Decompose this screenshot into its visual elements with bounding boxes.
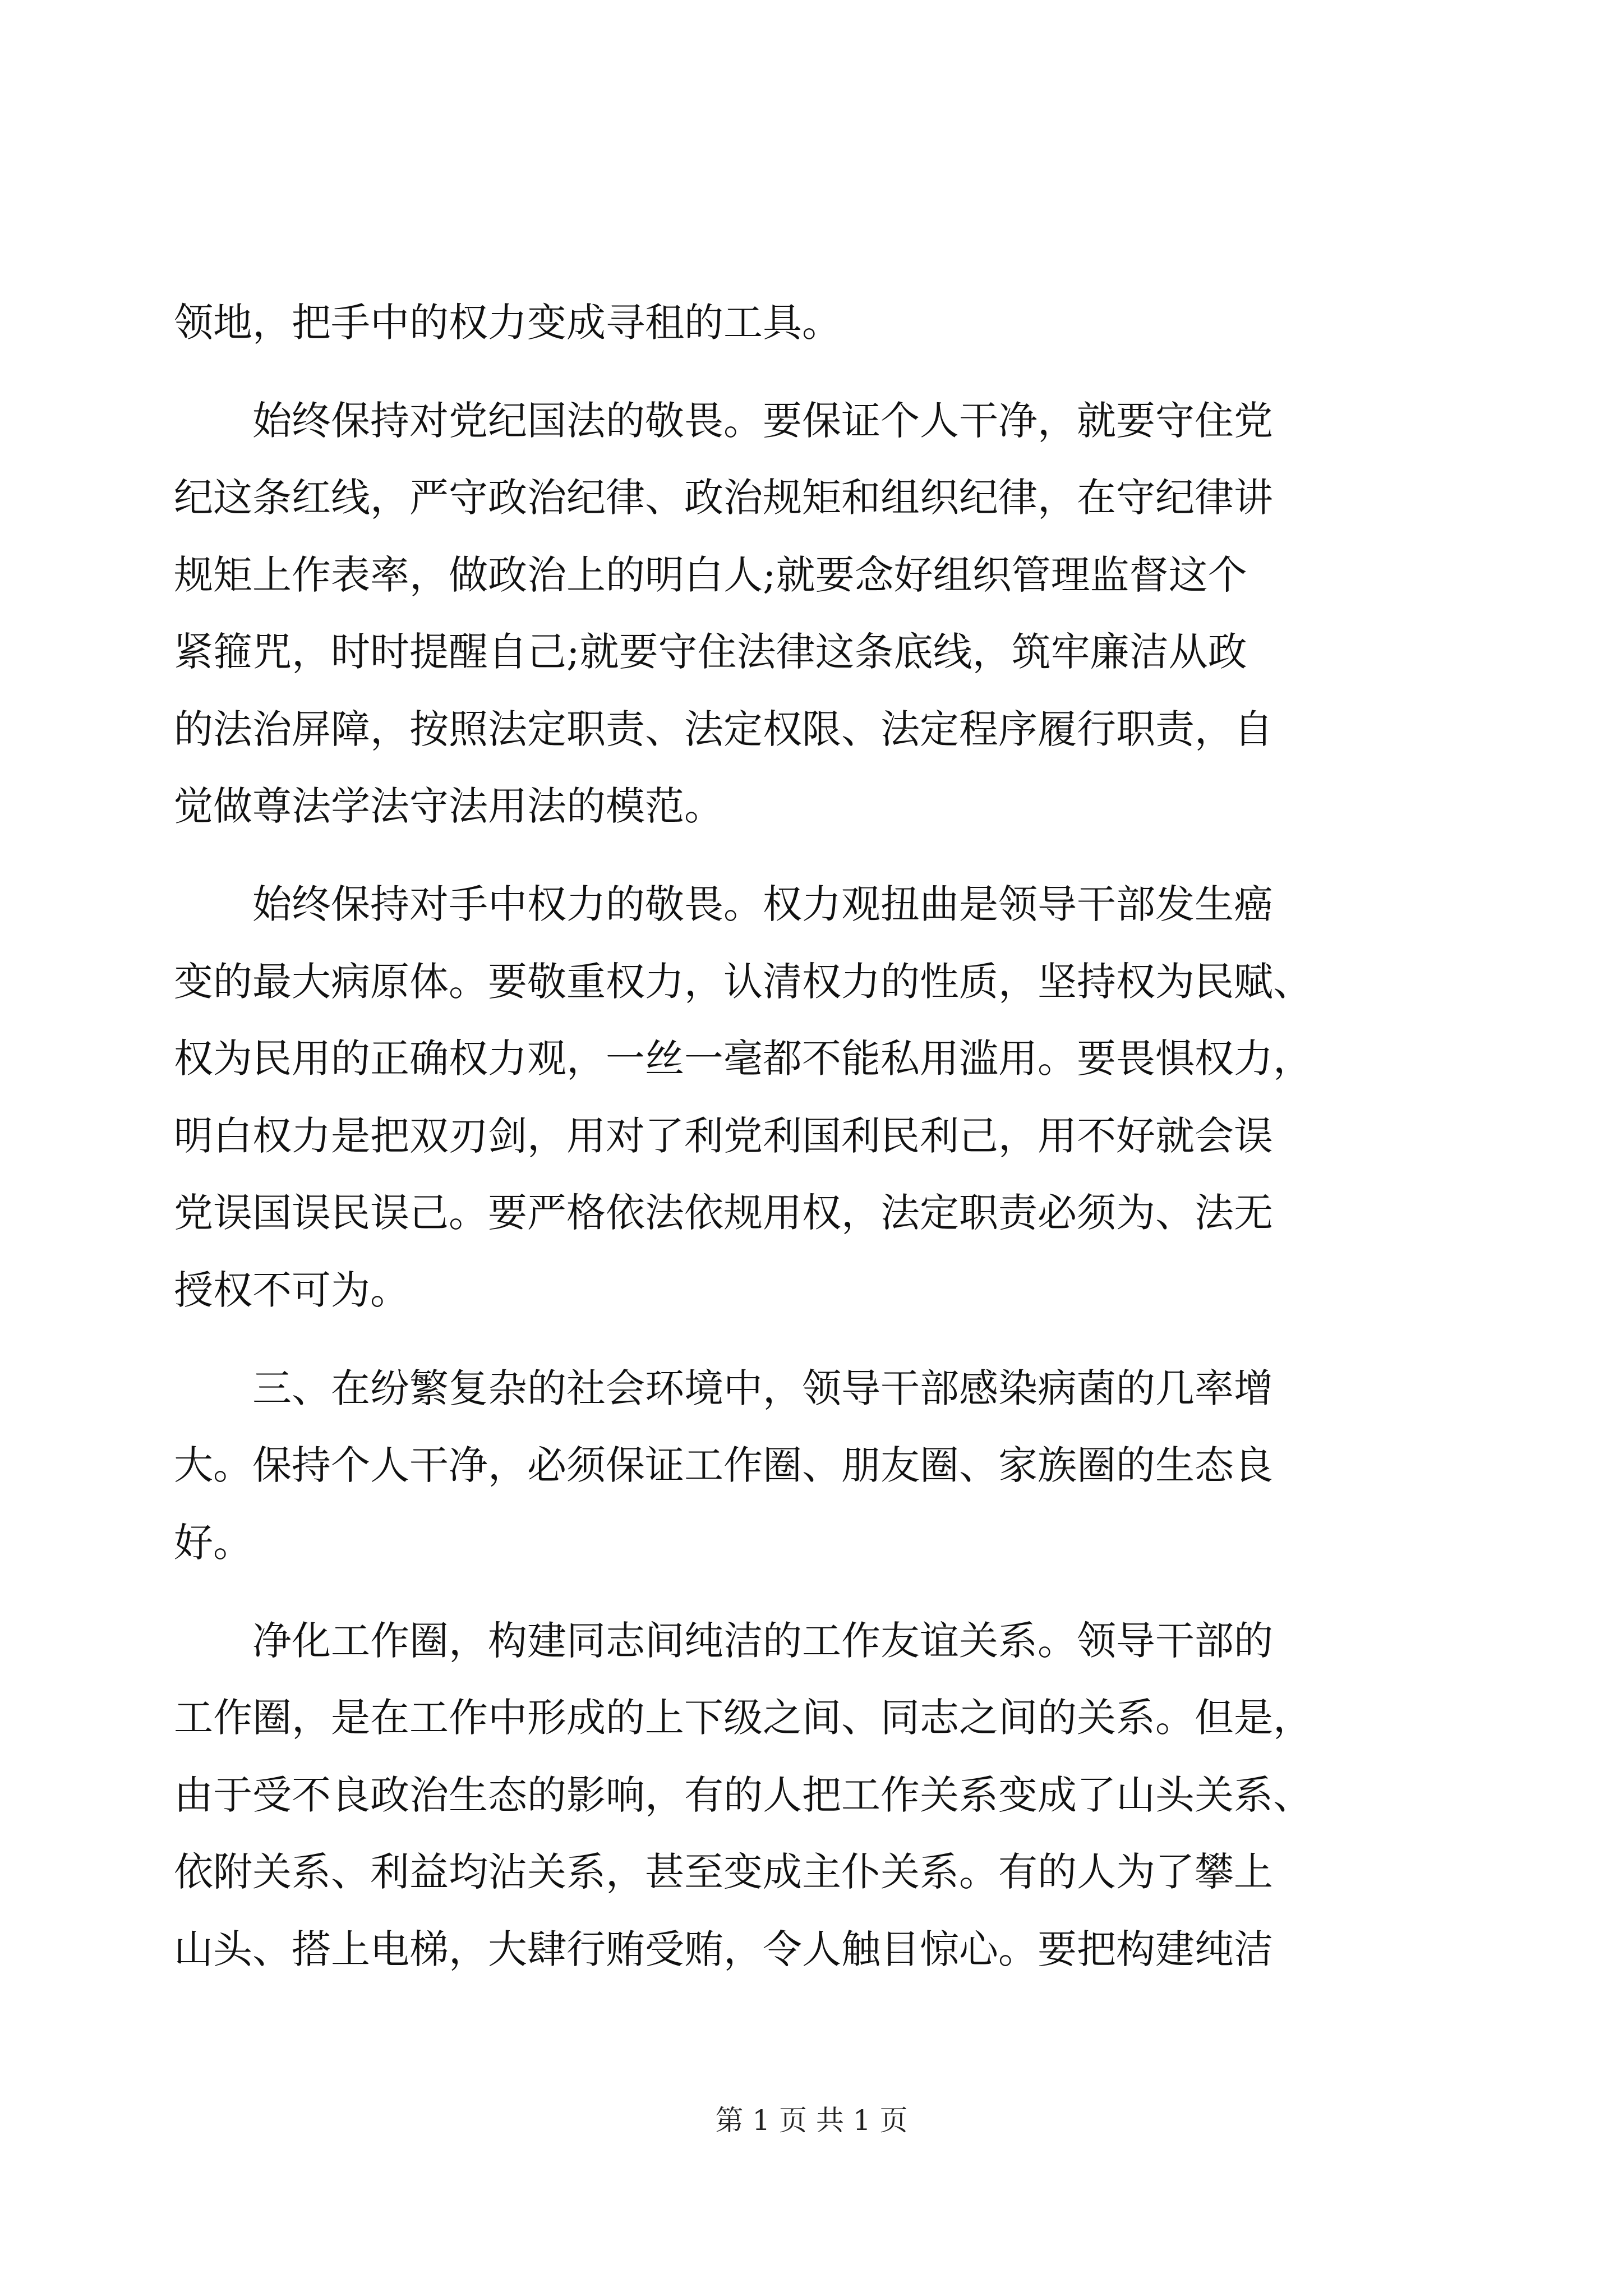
text-line: 大。保持个人干净，必须保证工作圈、朋友圈、家族圈的生态良 xyxy=(174,1442,1273,1488)
paragraph-start-line: 始终保持对党纪国法的敬畏。要保证个人干净，就要守住党 xyxy=(252,398,1273,444)
text-line: 山头、搭上电梯，大肆行贿受贿，令人触目惊心。要把构建纯洁 xyxy=(174,1926,1273,1972)
text-line: 工作圈，是在工作中形成的上下级之间、同志之间的关系。但是， xyxy=(174,1695,1312,1741)
page-footer: 第 1 页 共 1 页 xyxy=(715,2104,908,2137)
text-line: 明白权力是把双刃剑，用对了利党利国利民利己，用不好就会误 xyxy=(174,1113,1273,1159)
text-line: 好。 xyxy=(174,1520,252,1566)
paragraph-start-line: 净化工作圈，构建同志间纯洁的工作友谊关系。领导干部的 xyxy=(252,1618,1273,1664)
text-line: 党误国误民误己。要严格依法依规用权，法定职责必须为、法无 xyxy=(174,1190,1273,1236)
text-line: 纪这条红线，严守政治纪律、政治规矩和组织纪律，在守纪律讲 xyxy=(174,475,1273,521)
text-line: 规矩上作表率，做政治上的明白人;就要念好组织管理监督这个 xyxy=(174,552,1247,598)
text-line: 变的最大病原体。要敬重权力，认清权力的性质，坚持权为民赋、 xyxy=(174,959,1312,1005)
text-line: 觉做尊法学法守法用法的模范。 xyxy=(174,783,723,829)
text-line: 的法治屏障，按照法定职责、法定权限、法定程序履行职责，自 xyxy=(174,706,1273,752)
text-line: 授权不可为。 xyxy=(174,1267,409,1313)
text-line: 权为民用的正确权力观，一丝一毫都不能私用滥用。要畏惧权力， xyxy=(174,1036,1312,1082)
text-line: 由于受不良政治生态的影响，有的人把工作关系变成了山头关系、 xyxy=(174,1772,1312,1818)
paragraph-start-line: 三、在纷繁复杂的社会环境中，领导干部感染病菌的几率增 xyxy=(252,1365,1273,1411)
text-line: 依附关系、利益均沾关系，甚至变成主仆关系。有的人为了攀上 xyxy=(174,1849,1273,1895)
text-line: 领地，把手中的权力变成寻租的工具。 xyxy=(174,300,841,346)
paragraph-start-line: 始终保持对手中权力的敬畏。权力观扭曲是领导干部发生癌 xyxy=(252,881,1273,927)
text-line: 紧箍咒，时时提醒自己;就要守住法律这条底线，筑牢廉洁从政 xyxy=(174,629,1247,675)
